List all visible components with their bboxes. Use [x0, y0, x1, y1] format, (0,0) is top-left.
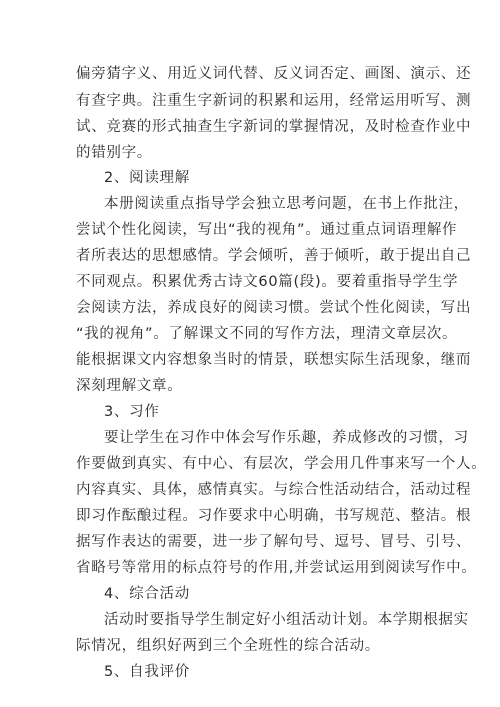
body-text-line: 能根据课文内容想象当时的情景，联想实际生活现象，继而 [76, 352, 472, 368]
section-heading-writing: 3、习作 [104, 404, 160, 420]
body-text-line: 有查字典。注重生字新词的积累和运用，经常运用听写、测 [76, 93, 472, 109]
body-text-line: 者所表达的思想感情。学会倾听，善于倾听，敢于提出自己 [76, 248, 472, 264]
body-text-line: 会阅读方法，养成良好的阅读习惯。尝试个性化阅读，写出 [76, 300, 472, 316]
body-text-line: “我的视角”。了解课文不同的写作方法，理清文章层次。 [76, 326, 458, 342]
body-text-line: 际情况，组织好两到三个全班性的综合活动。 [76, 638, 380, 654]
body-text-line: 不同观点。积累优秀古诗文60篇(段)。要着重指导学生学 [76, 274, 459, 290]
body-text-line: 活动时要指导学生制定好小组活动计划。本学期根据实 [104, 612, 469, 628]
body-text-line: 作要做到真实、有中心、有层次，学会用几件事来写一个人。 [76, 456, 487, 472]
section-heading-reading: 2、阅读理解 [104, 170, 190, 186]
body-text-line: 本册阅读重点指导学会独立思考问题，在书上作批注， [104, 196, 469, 212]
body-text-line: 尝试个性化阅读，写出“我的视角”。通过重点词语理解作 [76, 222, 458, 238]
body-text-line: 省略号等常用的标点符号的作用,并尝试运用到阅读写作中。 [76, 560, 477, 576]
body-text-line: 试、竞赛的形式抽查生字新词的掌握情况，及时检查作业中 [76, 119, 472, 135]
body-text-line: 偏旁猜字义、用近义词代替、反义词否定、画图、演示、还 [76, 66, 472, 82]
section-heading-activities: 4、综合活动 [104, 586, 190, 602]
body-text-line: 要让学生在习作中体会写作乐趣，养成修改的习惯，习 [104, 430, 469, 446]
body-text-line: 深刻理解文章。 [76, 378, 183, 394]
section-heading-self-evaluation: 5、自我评价 [104, 664, 190, 680]
body-text-line: 的错别字。 [76, 145, 152, 161]
body-text-line: 据写作表达的需要，进一步了解句号、逗号、冒号、引号、 [76, 534, 472, 550]
body-text-line: 内容真实、具体，感情真实。与综合性活动结合，活动过程 [76, 482, 472, 498]
body-text-line: 即习作酝酿过程。习作要求中心明确，书写规范、整洁。根 [76, 508, 472, 524]
